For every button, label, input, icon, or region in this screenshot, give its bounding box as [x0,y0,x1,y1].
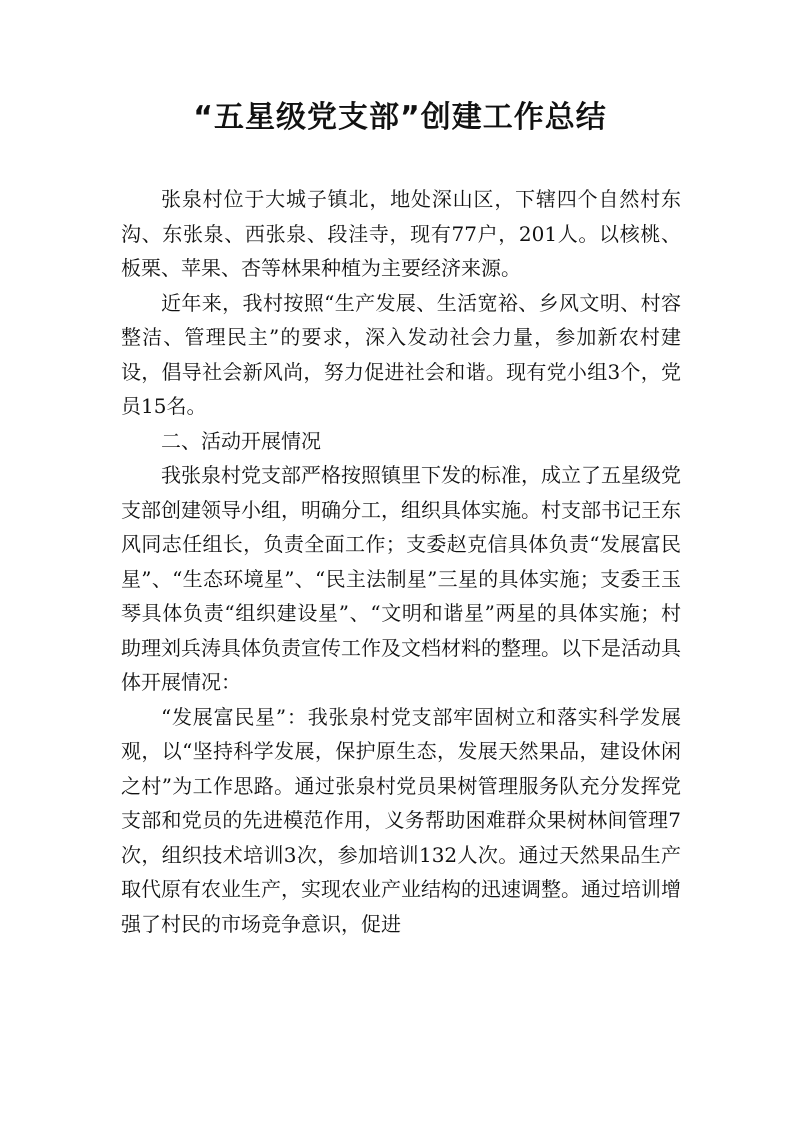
paragraph-village-overview: 张泉村位于大城子镇北，地处深山区，下辖四个自然村东沟、东张泉、西张泉、段洼寺，现有77户，201人。以核桃、板栗、苹果、杏等林果种植为主要经济来源。 [121,187,681,280]
document-body [121,182,681,941]
section-heading-activities: 二、活动开展情况 [161,428,321,453]
paragraph-leadership-group: 我张泉村党支部严格按照镇里下发的标准，成立了五星级党支部创建领导小组，明确分工，组织具体实施。村支部书记王东风同志任组长，负责全面工作；支委赵克信具体负责“发展富民星”、“生态环境星”、“民主法制星”三星的具体实施；支委王玉琴具体负责“组织建设星”、“文明和谐星”两星的具体实施；村助理刘兵涛具体负责宣传工作及文档材料的整理。以下是活动具体开展情况： [121,463,681,694]
paragraph-recent-years: 近年来，我村按照“生产发展、生活宽裕、乡风文明、村容整洁、管理民主”的要求，深入发动社会力量，参加新农村建设，倡导社会新风尚，努力促进社会和谐。现有党小组3个，党员15名。 [121,290,681,418]
document-title: “五星级党支部”创建工作总结 [193,100,607,135]
paragraph-development-star: “发展富民星”：我张泉村党支部牢固树立和落实科学发展观，以“坚持科学发展，保护原生态，发展天然果品，建设休闲之村”为工作思路。通过张泉村党员果树管理服务队充分发挥党支部和党员的先进模范作用，义务帮助困难群众果树林间管理7次，组织技术培训3次，参加培训132人次。通过天然果品生产取代原有农业生产，实现农业产业结构的迅速调整。通过培训增强了村民的市场竞争意识，促进 [121,704,681,936]
